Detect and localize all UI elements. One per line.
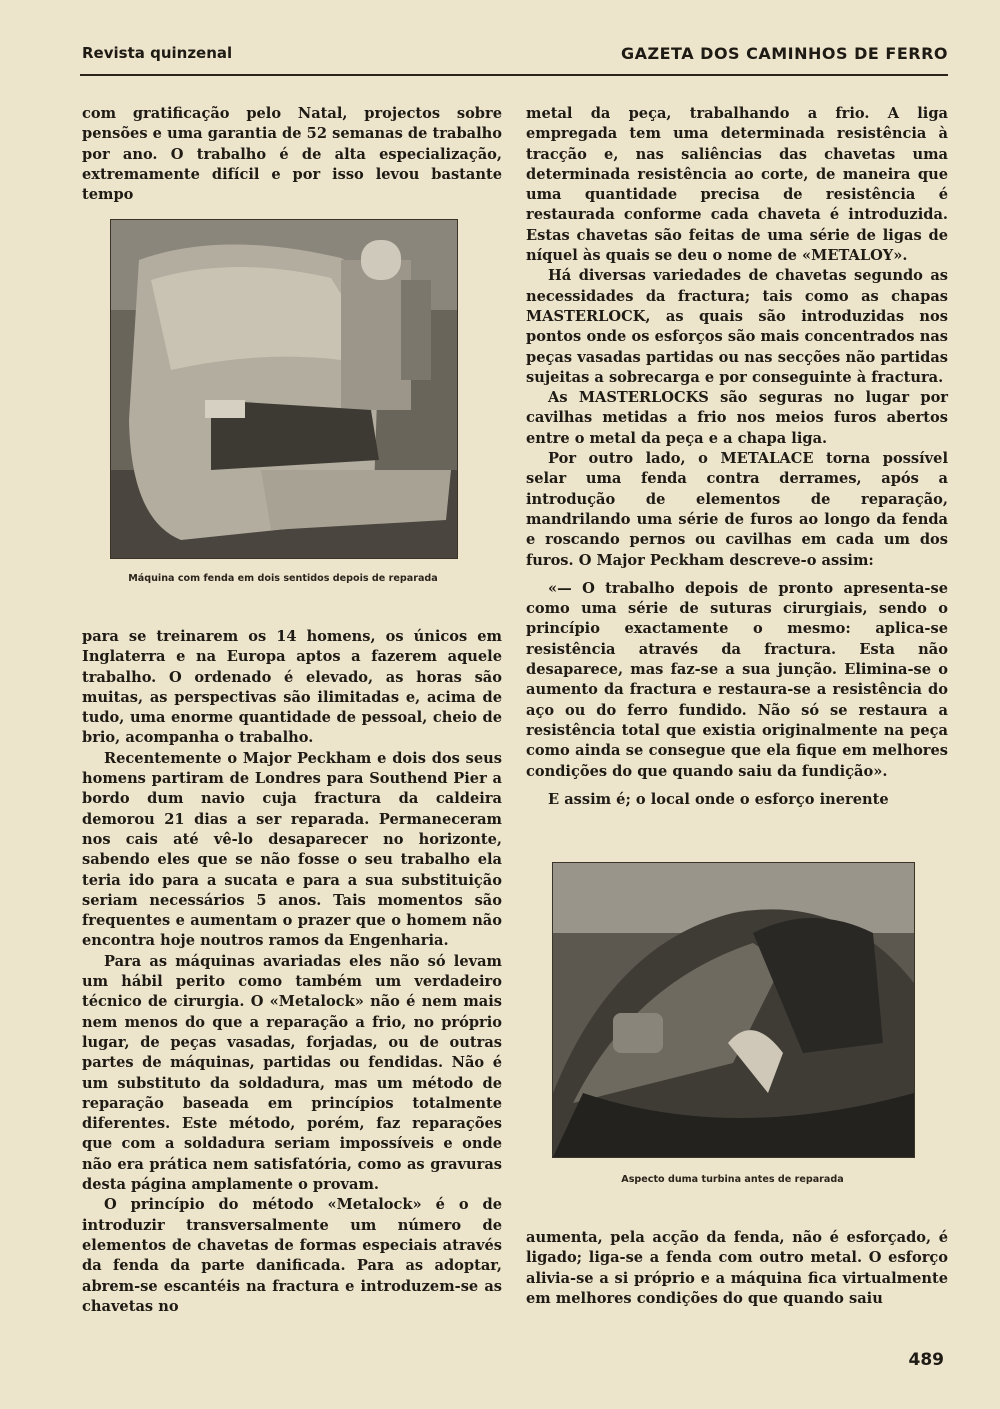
machine-photo-illustration	[111, 220, 457, 558]
paragraph: metal da peça, trabalhando a frio. A liga empregada tem uma determinada resistência à tracção e, nas saliências das chavetas uma determinada resistência ao corte, de maneira que uma quantidade precisa de resistência é restaurada conforme cada chaveta é introduzida. Estas chavetas são feitas de uma série de ligas de níquel às quais se deu o nome de «METALOY».	[526, 105, 948, 265]
machine-photo	[110, 219, 458, 559]
paragraph: com gratificação pelo Natal, projectos sobre pensões e uma garantia de 52 semanas de trabalho por ano. O trabalho é de alta especialização, extremamente difícil e por isso levou bastante tempo	[82, 105, 502, 204]
left-column-top-text	[82, 104, 502, 205]
paragraph: O princípio do método «Metalock» é o de introduzir transversalmente um número de elementos de chavetas de formas especiais através da fenda da parte danificada. Para as adoptar, abrem-se escantéis na fractura e introduzem-se as chavetas no	[82, 1196, 502, 1315]
right-column-top-text	[526, 104, 948, 810]
header-rule	[80, 74, 948, 76]
left-column-bottom-text	[82, 627, 502, 1317]
paragraph: Para as máquinas avariadas eles não só levam um hábil perito como também um verdadeiro técnico de cirurgia. O «Metalock» não é nem mais nem menos do que a reparação a frio, no próprio lugar, de peças vasadas, forjadas, ou de outras partes de máquinas, partidas ou fendidas. Não é um substituto da soldadura, mas um método de reparação baseada em princípios totalmente diferentes. Este método, porém, faz reparações que com a soldadura seriam impossíveis e onde não era prática nem satisfatória, como as gravuras desta página amplamente o provam.	[82, 952, 502, 1194]
quoted-paragraph: «— O trabalho depois de pronto apresenta-se como uma série de suturas cirurgiais, sendo o princípio exactamente o mesmo: aplica-se resistência através da fractura. Esta não desaparece, mas faz-se a sua junção. Elimina-se o aumento da fractura e restaura-se a resistência do aço ou do ferro fundido. Não só se restaura a resistência total que existia originalmente na peça como ainda se consegue que ela fique em melhores condições do que quando saiu da fundição».	[526, 579, 948, 780]
right-column-bottom-text	[526, 1228, 948, 1309]
page-number: 489	[908, 1350, 944, 1370]
turbine-photo-illustration	[553, 863, 914, 1157]
running-header-left: Revista quinzenal	[82, 44, 233, 62]
paragraph: Há diversas variedades de chavetas segundo as necessidades da fractura; tais como as chapas MASTERLOCK, as quais são introduzidas nos pontos onde os esforços são mais concentrados nas peças vasadas partidas ou nas secções não partidas sujeitas a sobrecarga e por conseguinte à fractura.	[526, 267, 948, 386]
right-photo-caption: Aspecto duma turbina antes de reparada	[621, 1174, 844, 1185]
running-header-right: GAZETA DOS CAMINHOS DE FERRO	[620, 44, 948, 63]
paragraph: para se treinarem os 14 homens, os únicos em Inglaterra e na Europa aptos a fazerem aquele trabalho. O ordenado é elevado, as horas são muitas, as perspectivas são ilimitadas e, acima de tudo, uma enorme quantidade de pessoal, cheio de brio, acompanha o trabalho.	[82, 628, 502, 747]
paragraph: Por outro lado, o METALACE torna possível selar uma fenda contra derrames, após a introdução de elementos de reparação, mandrilando uma série de furos ao longo da fenda e roscando pernos ou cavilhas em cada um dos furos. O Major Peckham descreve-o assim:	[526, 450, 948, 569]
left-photo-caption: Máquina com fenda em dois sentidos depois de reparada	[128, 573, 438, 584]
paragraph: As MASTERLOCKS são seguras no lugar por cavilhas metidas a frio nos meios furos abertos entre o metal da peça e a chapa liga.	[526, 389, 948, 447]
paragraph: aumenta, pela acção da fenda, não é esforçado, é ligado; liga-se a fenda com outro metal. O esforço alivia-se a si próprio e a máquina fica virtualmente em melhores condições do que quando saiu	[526, 1229, 948, 1307]
paragraph: E assim é; o local onde o esforço inerente	[548, 790, 889, 808]
turbine-photo	[552, 862, 915, 1158]
paragraph: Recentemente o Major Peckham e dois dos seus homens partiram de Londres para Southend Pier a bordo dum navio cuja fractura da caldeira demorou 21 dias a ser reparada. Permaneceram nos cais até vê-lo desaparecer no horizonte, sabendo eles que se não fosse o seu trabalho ela teria ido para a sucata e para a sua substituição seriam necessários 5 anos. Tais momentos são frequentes e aumentam o prazer que o homem não encontra hoje noutros ramos da Engenharia.	[82, 749, 502, 950]
